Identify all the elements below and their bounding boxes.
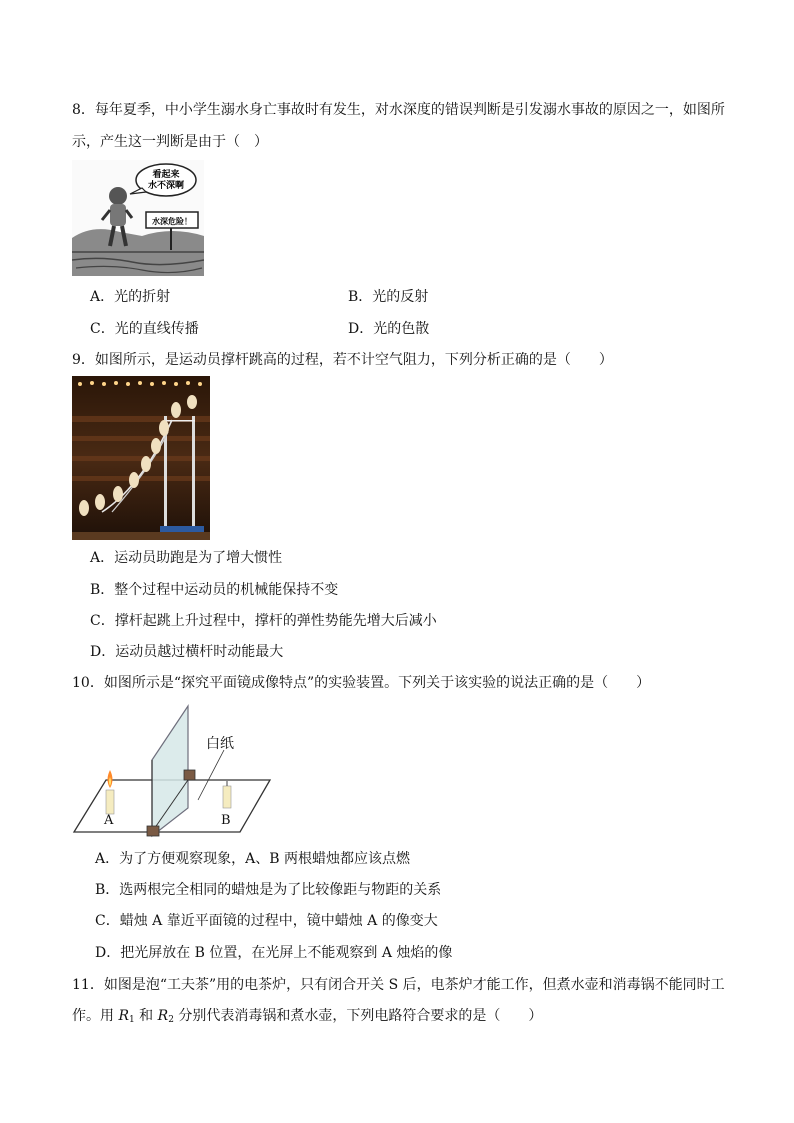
- q9-pole-vault-photo: [72, 376, 210, 540]
- q8-option-a[interactable]: A．光的折射: [90, 289, 171, 305]
- q9-option-c[interactable]: C．撑杆起跳上升过程中，撑杆的弹性势能先增大后减小: [90, 613, 437, 629]
- white-paper-label: 白纸: [206, 736, 234, 752]
- q9-option-d[interactable]: D．运动员越过横杆时动能最大: [90, 644, 284, 660]
- r2-subscript: 2: [168, 1015, 174, 1025]
- q10-option-d[interactable]: D．把光屏放在 B 位置，在光屏上不能观察到 A 烛焰的像: [95, 945, 453, 961]
- q8-bubble-text-2: 水不深啊: [147, 181, 185, 191]
- q8-stem-line1: 8．每年夏季，中小学生溺水身亡事故时有发生，对水深度的错误判断是引发溺水事故的原因之一，如图所: [72, 102, 725, 118]
- q10-option-b[interactable]: B．选两根完全相同的蜡烛是为了比较像距与物距的关系: [95, 882, 442, 898]
- q9-option-a[interactable]: A．运动员助跑是为了增大惯性: [90, 550, 283, 566]
- q8-stem-line2: 示，产生这一判断是由于（ ）: [72, 134, 268, 150]
- q8-cartoon-figure: [72, 160, 204, 276]
- q8-sign-text: 水深危险！: [152, 217, 192, 226]
- q9-option-b[interactable]: B．整个过程中运动员的机械能保持不变: [90, 582, 339, 598]
- q11-text-mid: 和: [134, 1008, 158, 1024]
- q9-stem: 9．如图所示，是运动员撑杆跳高的过程，若不计空气阻力，下列分析正确的是（ ）: [72, 352, 613, 368]
- q8-bubble-text-1: 看起来: [152, 170, 180, 180]
- r1-symbol: R: [118, 1008, 129, 1024]
- q10-stem: 10．如图所示是“探究平面镜成像特点”的实验装置。下列关于该实验的说法正确的是（ ）: [72, 675, 651, 691]
- q10-plane-mirror-figure: [72, 700, 278, 840]
- candle-a-label: A: [104, 813, 114, 828]
- candle-b-label: B: [221, 813, 231, 828]
- q8-option-b[interactable]: B．光的反射: [348, 289, 429, 305]
- q11-text-pre: 作。用: [72, 1008, 119, 1024]
- q11-text-post: 分别代表消毒锅和煮水壶，下列电路符合要求的是（ ）: [173, 1008, 543, 1024]
- q8-option-d[interactable]: D．光的色散: [348, 321, 430, 337]
- r1-subscript: 1: [129, 1015, 135, 1025]
- q11-stem-line1: 11．如图是泡“工夫茶”用的电茶炉，只有闭合开关 S 后，电茶炉才能工作，但煮水壶和消毒锅不能同时工: [72, 977, 725, 993]
- candle-a: [106, 790, 114, 814]
- q10-option-a[interactable]: A．为了方便观察现象，A、B 两根蜡烛都应该点燃: [95, 851, 410, 867]
- r2-symbol: R: [157, 1008, 169, 1024]
- q10-option-c[interactable]: C．蜡烛 A 靠近平面镜的过程中，镜中蜡烛 A 的像变大: [95, 913, 438, 929]
- q8-option-c[interactable]: C．光的直线传播: [90, 321, 199, 337]
- q11-stem-line2: [72, 1006, 728, 1030]
- candle-b: [223, 786, 231, 808]
